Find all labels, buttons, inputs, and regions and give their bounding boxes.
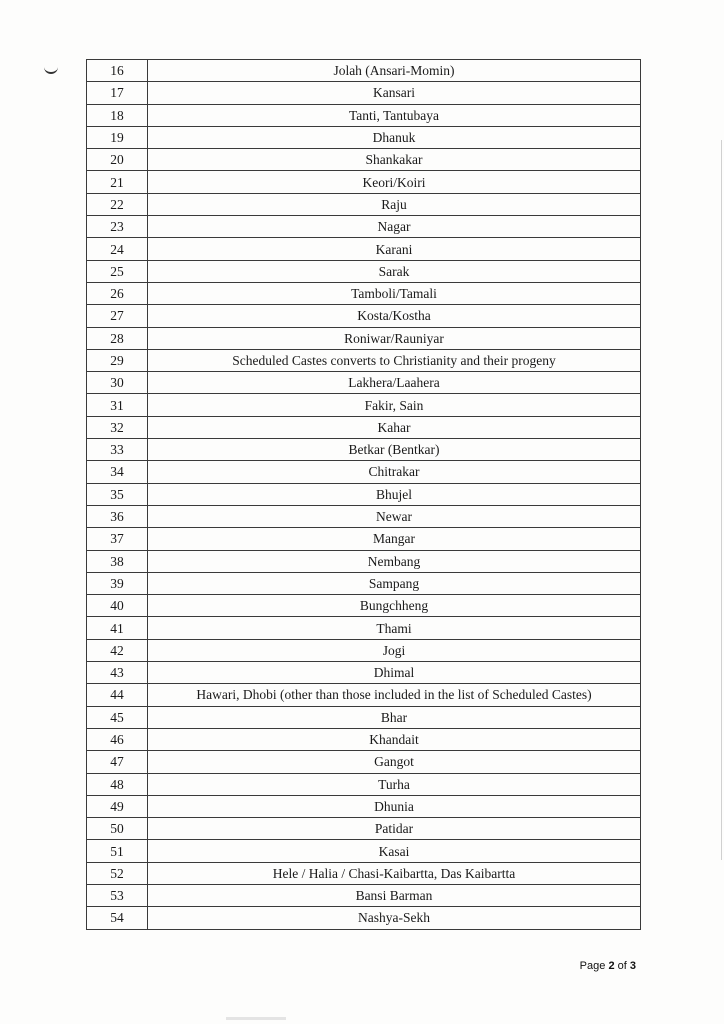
serial-number-cell: 47 xyxy=(87,751,148,773)
table-row xyxy=(87,483,641,505)
table-row xyxy=(87,171,641,193)
serial-number-cell: 23 xyxy=(87,216,148,238)
table-row xyxy=(87,104,641,126)
table-row xyxy=(87,282,641,304)
caste-name-cell: Dhanuk xyxy=(148,126,641,148)
table-row xyxy=(87,818,641,840)
serial-number-cell: 45 xyxy=(87,706,148,728)
table-body xyxy=(87,60,641,930)
caste-name-cell: Kosta/Kostha xyxy=(148,305,641,327)
table-row xyxy=(87,461,641,483)
table-row xyxy=(87,684,641,706)
table-row xyxy=(87,751,641,773)
table-row xyxy=(87,862,641,884)
caste-name-cell: Scheduled Castes converts to Christianity and their progeny xyxy=(148,349,641,371)
serial-number-cell: 25 xyxy=(87,260,148,282)
serial-number-cell: 49 xyxy=(87,795,148,817)
table-row xyxy=(87,840,641,862)
serial-number-cell: 19 xyxy=(87,126,148,148)
table-row xyxy=(87,394,641,416)
table-row xyxy=(87,238,641,260)
serial-number-cell: 38 xyxy=(87,550,148,572)
caste-name-cell: Thami xyxy=(148,617,641,639)
serial-number-cell: 17 xyxy=(87,82,148,104)
table-row xyxy=(87,528,641,550)
table-row xyxy=(87,349,641,371)
caste-name-cell: Patidar xyxy=(148,818,641,840)
punch-hole-mark xyxy=(44,64,58,74)
table-row xyxy=(87,60,641,82)
caste-name-cell: Dhimal xyxy=(148,662,641,684)
caste-name-cell: Kahar xyxy=(148,416,641,438)
scan-edge-line xyxy=(721,140,722,860)
caste-name-cell: Fakir, Sain xyxy=(148,394,641,416)
caste-name-cell: Hawari, Dhobi (other than those included in the list of Scheduled Castes) xyxy=(148,684,641,706)
serial-number-cell: 16 xyxy=(87,60,148,82)
of-word: of xyxy=(617,960,627,972)
current-page-number: 2 xyxy=(608,960,615,972)
caste-name-cell: Turha xyxy=(148,773,641,795)
serial-number-cell: 40 xyxy=(87,595,148,617)
table-row xyxy=(87,639,641,661)
total-pages-number: 3 xyxy=(629,960,636,972)
table-row xyxy=(87,550,641,572)
serial-number-cell: 52 xyxy=(87,862,148,884)
serial-number-cell: 48 xyxy=(87,773,148,795)
table-row xyxy=(87,795,641,817)
caste-name-cell: Tamboli/Tamali xyxy=(148,282,641,304)
caste-name-cell: Bhar xyxy=(148,706,641,728)
caste-name-cell: Jogi xyxy=(148,639,641,661)
serial-number-cell: 29 xyxy=(87,349,148,371)
table-row xyxy=(87,193,641,215)
serial-number-cell: 46 xyxy=(87,728,148,750)
table-row xyxy=(87,439,641,461)
serial-number-cell: 27 xyxy=(87,305,148,327)
caste-name-cell: Roniwar/Rauniyar xyxy=(148,327,641,349)
caste-name-cell: Dhunia xyxy=(148,795,641,817)
serial-number-cell: 18 xyxy=(87,104,148,126)
serial-number-cell: 24 xyxy=(87,238,148,260)
caste-name-cell: Betkar (Bentkar) xyxy=(148,439,641,461)
table-row xyxy=(87,662,641,684)
caste-name-cell: Tanti, Tantubaya xyxy=(148,104,641,126)
table-row xyxy=(87,260,641,282)
serial-number-cell: 51 xyxy=(87,840,148,862)
caste-name-cell: Khandait xyxy=(148,728,641,750)
caste-name-cell: Chitrakar xyxy=(148,461,641,483)
caste-name-cell: Sarak xyxy=(148,260,641,282)
serial-number-cell: 35 xyxy=(87,483,148,505)
serial-number-cell: 30 xyxy=(87,372,148,394)
caste-name-cell: Mangar xyxy=(148,528,641,550)
serial-number-cell: 41 xyxy=(87,617,148,639)
table-row xyxy=(87,305,641,327)
serial-number-cell: 20 xyxy=(87,149,148,171)
caste-name-cell: Shankakar xyxy=(148,149,641,171)
table-row xyxy=(87,149,641,171)
table-row xyxy=(87,372,641,394)
caste-name-cell: Lakhera/Laahera xyxy=(148,372,641,394)
table-row xyxy=(87,617,641,639)
serial-number-cell: 43 xyxy=(87,662,148,684)
table-row xyxy=(87,572,641,594)
caste-name-cell: Kasai xyxy=(148,840,641,862)
caste-name-cell: Jolah (Ansari-Momin) xyxy=(148,60,641,82)
caste-name-cell: Nashya-Sekh xyxy=(148,907,641,929)
caste-name-cell: Nembang xyxy=(148,550,641,572)
table-row xyxy=(87,505,641,527)
serial-number-cell: 42 xyxy=(87,639,148,661)
table-row xyxy=(87,773,641,795)
table-row xyxy=(87,728,641,750)
table-row xyxy=(87,706,641,728)
serial-number-cell: 21 xyxy=(87,171,148,193)
caste-name-cell: Bansi Barman xyxy=(148,884,641,906)
caste-name-cell: Newar xyxy=(148,505,641,527)
caste-name-cell: Sampang xyxy=(148,572,641,594)
caste-name-cell: Kansari xyxy=(148,82,641,104)
serial-number-cell: 53 xyxy=(87,884,148,906)
caste-name-cell: Bhujel xyxy=(148,483,641,505)
serial-number-cell: 37 xyxy=(87,528,148,550)
caste-name-cell: Keori/Koiri xyxy=(148,171,641,193)
scan-smudge xyxy=(226,1017,286,1020)
serial-number-cell: 32 xyxy=(87,416,148,438)
caste-name-cell: Karani xyxy=(148,238,641,260)
table-row xyxy=(87,907,641,929)
serial-number-cell: 22 xyxy=(87,193,148,215)
table-row xyxy=(87,126,641,148)
serial-number-cell: 31 xyxy=(87,394,148,416)
caste-name-cell: Bungchheng xyxy=(148,595,641,617)
table-row xyxy=(87,216,641,238)
serial-number-cell: 50 xyxy=(87,818,148,840)
serial-number-cell: 36 xyxy=(87,505,148,527)
table-row xyxy=(87,82,641,104)
page-number-footer xyxy=(580,960,636,972)
serial-number-cell: 33 xyxy=(87,439,148,461)
table-row xyxy=(87,884,641,906)
caste-name-cell: Gangot xyxy=(148,751,641,773)
table-row xyxy=(87,595,641,617)
serial-number-cell: 44 xyxy=(87,684,148,706)
caste-name-cell: Raju xyxy=(148,193,641,215)
table-row xyxy=(87,327,641,349)
serial-number-cell: 28 xyxy=(87,327,148,349)
caste-name-cell: Hele / Halia / Chasi-Kaibartta, Das Kaibartta xyxy=(148,862,641,884)
caste-name-cell: Nagar xyxy=(148,216,641,238)
serial-number-cell: 26 xyxy=(87,282,148,304)
serial-number-cell: 39 xyxy=(87,572,148,594)
table-row xyxy=(87,416,641,438)
serial-number-cell: 54 xyxy=(87,907,148,929)
caste-list-table xyxy=(86,59,641,930)
serial-number-cell: 34 xyxy=(87,461,148,483)
page-word: Page xyxy=(579,960,606,972)
